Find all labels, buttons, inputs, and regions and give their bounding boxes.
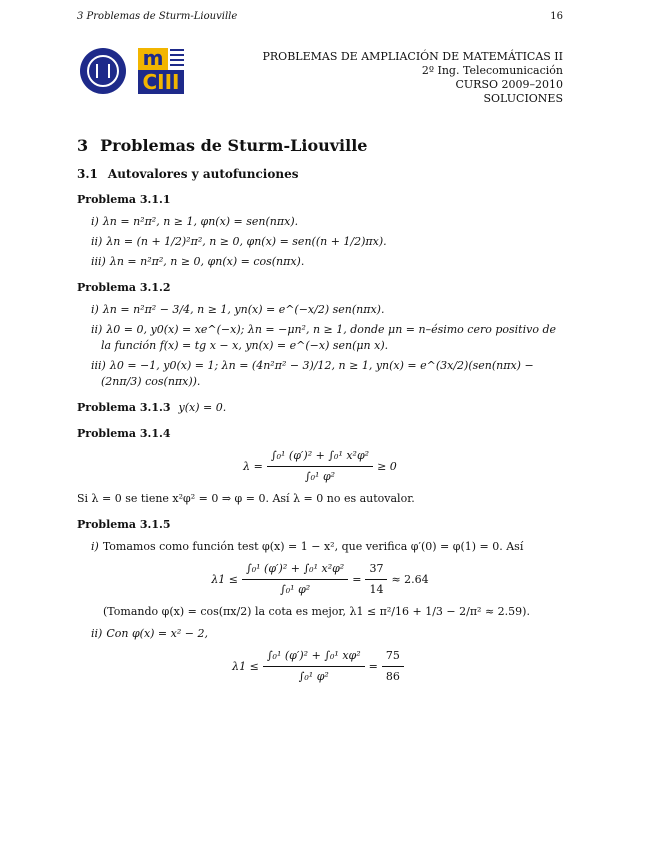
university-seal-icon: [80, 48, 126, 94]
subsection-heading: [77, 166, 563, 182]
section-heading: [77, 138, 563, 154]
answer-item: i) Tomamos como función test φ(x) = 1 − x², que verifica φ′(0) = φ(1) = 0. Así: [91, 540, 524, 553]
course-line: 2º Ing. Telecomunicación: [421, 64, 563, 77]
paragraph: (Tomando φ(x) = cos(πx/2) la cota es mejor, λ1 ≤ π²/16 + 1/3 − 2/π² ≈ 2.59).: [103, 605, 530, 618]
subsection-number: 3.1: [77, 167, 98, 181]
bound-equation: λ1 ≤ $\frac{\text{∫₀¹ (φ′)² + ∫₀¹ x²φ²}}{\text{∫₀¹ φ²}}$ = $\frac{37}{14}$ ≈ 2.64: [211, 562, 429, 596]
course-line: CURSO 2009–2010: [455, 78, 563, 91]
paragraph: Si λ = 0 se tiene x²φ² = 0 ⇒ φ = 0. Así λ = 0 no es autovalor.: [77, 492, 415, 505]
problem-title: Problema 3.1.1: [77, 193, 171, 206]
running-header: 3 Problemas de Sturm-Liouville: [77, 11, 238, 22]
bound-equation: λ1 ≤ $\frac{\text{∫₀¹ (φ′)² + ∫₀¹ xφ²}}{\text{∫₀¹ φ²}}$ = $\frac{75}{86}$: [77, 648, 563, 685]
course-line: PROBLEMAS DE AMPLIACIÓN DE MATEMÁTICAS II: [262, 50, 563, 63]
answer-item: ii) λ0 = 0, y0(x) = xe^(−x); λn = −μn², n ≥ 1, donde μn = n–ésimo cero positivo de la función f(x) = tg x − x, yn(x) = e^(−x) sen(μn x).: [91, 323, 556, 352]
problem-answer: y(x) = 0.: [178, 401, 227, 414]
logos: [80, 48, 184, 94]
page-number: 16: [550, 11, 563, 22]
main-content: [77, 138, 563, 691]
problem-title: Problema 3.1.3 y(x) = 0.: [77, 401, 227, 414]
answer-item: iii) λn = n²π², n ≥ 0, φn(x) = cos(nπx).: [91, 255, 305, 268]
course-info: [263, 50, 564, 106]
section-number: 3: [77, 136, 89, 155]
answer-item: ii) Con φ(x) = x² − 2,: [91, 627, 208, 640]
subsection-title: Autovalores y autofunciones: [107, 167, 299, 181]
course-line: SOLUCIONES: [483, 92, 563, 105]
rayleigh-quotient: λ = $\frac{\text{∫₀¹ (φ′)² + ∫₀¹ x²φ²}}{\text{∫₀¹ φ²}}$ ≥ 0: [243, 449, 397, 483]
section-title: Problemas de Sturm-Liouville: [100, 136, 368, 155]
problem-title: Problema 3.1.4: [77, 427, 171, 440]
answer-item: iii) λ0 = −1, y0(x) = 1; λn = (4n²π² − 3)/12, n ≥ 1, yn(x) = e^(3x/2)(sen(nπx) − (2nπ/3) cos(nπx)).: [91, 359, 534, 388]
answer-item: ii) λn = (n + 1/2)²π², n ≥ 0, φn(x) = sen((n + 1/2)πx).: [91, 235, 387, 248]
department-logo-icon: m CIII: [138, 48, 184, 94]
problem-title: Problema 3.1.5: [77, 518, 171, 531]
answer-item: i) λn = n²π², n ≥ 1, φn(x) = sen(nπx).: [91, 215, 299, 228]
answer-item: i) λn = n²π² − 3/4, n ≥ 1, yn(x) = e^(−x/2) sen(nπx).: [91, 303, 385, 316]
problem-title: Problema 3.1.2: [77, 281, 171, 294]
